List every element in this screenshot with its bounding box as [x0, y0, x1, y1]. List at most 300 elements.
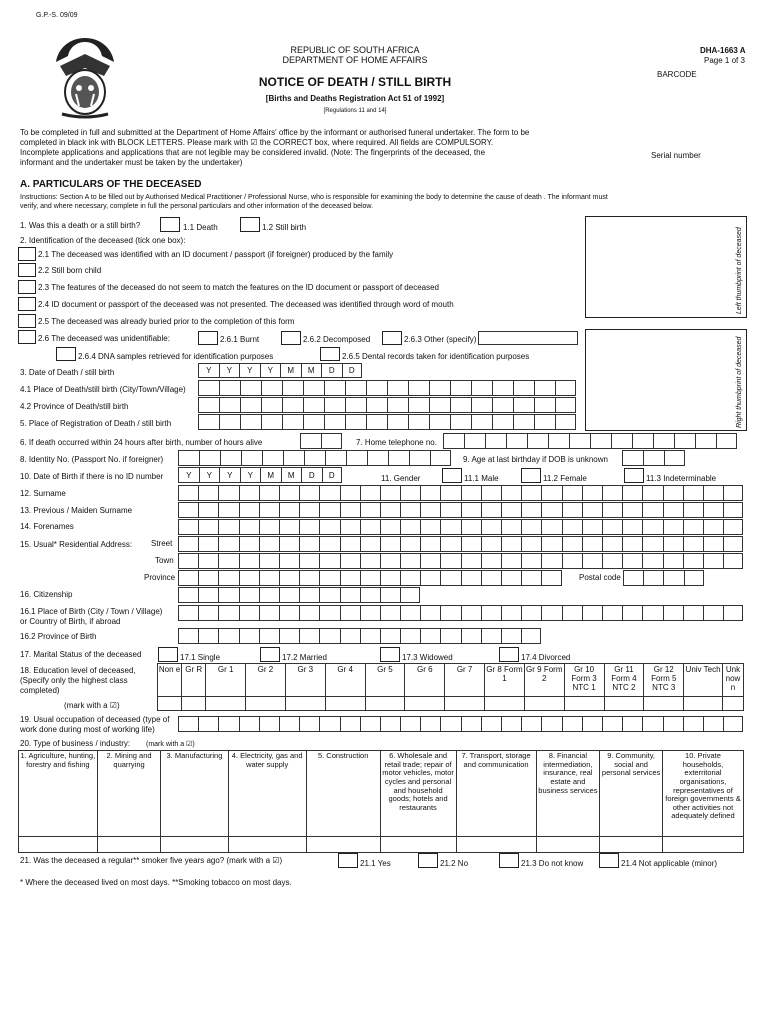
char-box[interactable] [723, 536, 743, 552]
business-type-checkbox[interactable] [662, 837, 743, 853]
char-box[interactable] [663, 553, 683, 569]
char-box[interactable] [340, 553, 360, 569]
char-box[interactable] [555, 414, 576, 430]
char-box[interactable] [622, 502, 642, 518]
char-box[interactable] [602, 716, 622, 732]
char-box[interactable] [299, 570, 319, 586]
education-level-checkbox[interactable] [285, 697, 325, 711]
education-level-checkbox[interactable] [445, 697, 485, 711]
char-box[interactable] [324, 397, 345, 413]
char-box[interactable] [178, 553, 198, 569]
char-box[interactable] [420, 628, 440, 644]
char-box[interactable] [345, 397, 366, 413]
place-of-registration-field[interactable] [198, 414, 576, 430]
char-box[interactable] [261, 414, 282, 430]
char-box[interactable] [481, 628, 501, 644]
business-type-checkbox[interactable] [19, 837, 98, 853]
char-box[interactable] [319, 485, 339, 501]
char-box[interactable] [259, 716, 279, 732]
char-box[interactable] [218, 502, 238, 518]
education-level-checkbox[interactable] [524, 697, 564, 711]
date-char-box[interactable]: Y [219, 467, 240, 483]
char-box[interactable] [279, 628, 299, 644]
char-box[interactable] [299, 605, 319, 621]
char-box[interactable] [299, 485, 319, 501]
char-box[interactable] [218, 587, 238, 603]
char-box[interactable] [683, 502, 703, 518]
char-box[interactable] [282, 397, 303, 413]
char-box[interactable] [602, 536, 622, 552]
char-box[interactable] [279, 485, 299, 501]
smoker-unknown-checkbox[interactable] [499, 853, 519, 868]
char-box[interactable] [325, 450, 346, 466]
char-box[interactable] [239, 519, 259, 535]
char-box[interactable] [492, 397, 513, 413]
char-box[interactable] [521, 502, 541, 518]
char-box[interactable] [642, 485, 662, 501]
char-box[interactable] [198, 380, 219, 396]
char-box[interactable] [408, 414, 429, 430]
male-checkbox[interactable] [442, 468, 462, 483]
char-box[interactable] [299, 587, 319, 603]
char-box[interactable] [218, 553, 238, 569]
char-box[interactable] [388, 450, 409, 466]
char-box[interactable] [178, 628, 198, 644]
char-box[interactable] [259, 587, 279, 603]
char-box[interactable] [218, 628, 238, 644]
char-box[interactable] [259, 485, 279, 501]
char-box[interactable] [360, 587, 380, 603]
char-box[interactable] [703, 485, 723, 501]
date-char-box[interactable]: M [260, 467, 281, 483]
char-box[interactable] [485, 433, 506, 449]
char-box[interactable] [695, 433, 716, 449]
char-box[interactable] [562, 485, 582, 501]
citizenship-field[interactable] [178, 587, 420, 603]
char-box[interactable] [319, 716, 339, 732]
char-box[interactable] [527, 433, 548, 449]
char-box[interactable] [178, 536, 198, 552]
char-box[interactable] [663, 605, 683, 621]
char-box[interactable] [198, 605, 218, 621]
char-box[interactable] [380, 502, 400, 518]
char-box[interactable] [420, 553, 440, 569]
char-box[interactable] [218, 716, 238, 732]
char-box[interactable] [400, 536, 420, 552]
char-box[interactable] [429, 397, 450, 413]
char-box[interactable] [400, 519, 420, 535]
char-box[interactable] [663, 716, 683, 732]
char-box[interactable] [716, 433, 737, 449]
char-box[interactable] [380, 519, 400, 535]
char-box[interactable] [461, 519, 481, 535]
char-box[interactable] [471, 397, 492, 413]
char-box[interactable] [360, 628, 380, 644]
char-box[interactable] [481, 536, 501, 552]
char-box[interactable] [279, 570, 299, 586]
char-box[interactable] [218, 570, 238, 586]
char-box[interactable] [513, 397, 534, 413]
char-box[interactable] [541, 553, 561, 569]
single-checkbox[interactable] [158, 647, 178, 662]
education-level-checkbox[interactable] [206, 697, 246, 711]
char-box[interactable] [569, 433, 590, 449]
education-level-checkbox[interactable] [604, 697, 644, 711]
char-box[interactable] [440, 605, 460, 621]
char-box[interactable] [521, 716, 541, 732]
char-box[interactable] [346, 450, 367, 466]
char-box[interactable] [602, 605, 622, 621]
business-type-checkbox[interactable] [380, 837, 456, 853]
char-box[interactable] [590, 433, 611, 449]
smoker-yes-checkbox[interactable] [338, 853, 358, 868]
char-box[interactable] [380, 553, 400, 569]
char-box[interactable] [178, 605, 198, 621]
surname-field[interactable] [178, 485, 743, 501]
char-box[interactable] [420, 605, 440, 621]
char-box[interactable] [360, 570, 380, 586]
char-box[interactable] [582, 716, 602, 732]
char-box[interactable] [340, 605, 360, 621]
char-box[interactable] [198, 485, 218, 501]
q2-6-2-checkbox[interactable] [281, 331, 301, 345]
char-box[interactable] [219, 414, 240, 430]
married-checkbox[interactable] [260, 647, 280, 662]
char-box[interactable] [562, 716, 582, 732]
q2-6-4-checkbox[interactable] [56, 347, 76, 361]
char-box[interactable] [299, 502, 319, 518]
char-box[interactable] [611, 433, 632, 449]
char-box[interactable] [464, 433, 485, 449]
char-box[interactable] [501, 502, 521, 518]
char-box[interactable] [440, 536, 460, 552]
char-box[interactable] [400, 570, 420, 586]
occupation-field[interactable] [178, 716, 743, 732]
char-box[interactable] [703, 502, 723, 518]
char-box[interactable] [360, 553, 380, 569]
char-box[interactable] [723, 716, 743, 732]
char-box[interactable] [218, 519, 238, 535]
char-box[interactable] [261, 397, 282, 413]
char-box[interactable] [622, 536, 642, 552]
char-box[interactable] [319, 628, 339, 644]
education-level-checkbox[interactable] [644, 697, 684, 711]
char-box[interactable] [723, 485, 743, 501]
smoker-no-checkbox[interactable] [418, 853, 438, 868]
char-box[interactable] [400, 716, 420, 732]
char-box[interactable] [723, 519, 743, 535]
char-box[interactable] [501, 485, 521, 501]
char-box[interactable] [380, 605, 400, 621]
char-box[interactable] [642, 536, 662, 552]
char-box[interactable] [367, 450, 388, 466]
char-box[interactable] [703, 536, 723, 552]
still-birth-checkbox[interactable] [240, 217, 260, 232]
date-char-box[interactable]: Y [178, 467, 199, 483]
char-box[interactable] [319, 587, 339, 603]
char-box[interactable] [366, 397, 387, 413]
char-box[interactable] [178, 502, 198, 518]
char-box[interactable] [340, 485, 360, 501]
char-box[interactable] [501, 605, 521, 621]
char-box[interactable] [259, 628, 279, 644]
char-box[interactable] [602, 502, 622, 518]
char-box[interactable] [541, 536, 561, 552]
char-box[interactable] [340, 502, 360, 518]
q2-6-3-checkbox[interactable] [382, 331, 402, 345]
char-box[interactable] [400, 628, 420, 644]
char-box[interactable] [555, 380, 576, 396]
business-type-checkbox[interactable] [161, 837, 228, 853]
char-box[interactable] [541, 502, 561, 518]
char-box[interactable] [481, 570, 501, 586]
char-box[interactable] [521, 485, 541, 501]
char-box[interactable] [279, 553, 299, 569]
char-box[interactable] [345, 414, 366, 430]
char-box[interactable] [408, 380, 429, 396]
char-box[interactable] [198, 628, 218, 644]
char-box[interactable] [387, 414, 408, 430]
char-box[interactable] [198, 716, 218, 732]
char-box[interactable] [299, 716, 319, 732]
char-box[interactable] [663, 536, 683, 552]
char-box[interactable] [534, 380, 555, 396]
char-box[interactable] [481, 485, 501, 501]
char-box[interactable] [360, 605, 380, 621]
char-box[interactable] [319, 519, 339, 535]
char-box[interactable] [548, 433, 569, 449]
char-box[interactable] [239, 553, 259, 569]
q2-3-checkbox[interactable] [18, 280, 36, 294]
widowed-checkbox[interactable] [380, 647, 400, 662]
char-box[interactable] [241, 450, 262, 466]
char-box[interactable] [481, 605, 501, 621]
char-box[interactable] [622, 519, 642, 535]
char-box[interactable] [501, 716, 521, 732]
char-box[interactable] [178, 519, 198, 535]
char-box[interactable] [521, 605, 541, 621]
char-box[interactable] [653, 433, 674, 449]
char-box[interactable] [450, 414, 471, 430]
char-box[interactable] [360, 502, 380, 518]
char-box[interactable] [279, 605, 299, 621]
char-box[interactable] [239, 605, 259, 621]
date-char-box[interactable]: D [321, 363, 342, 378]
char-box[interactable] [198, 397, 219, 413]
char-box[interactable] [555, 397, 576, 413]
char-box[interactable] [360, 716, 380, 732]
age-field[interactable] [622, 450, 685, 466]
date-char-box[interactable]: Y [198, 363, 219, 378]
char-box[interactable] [582, 519, 602, 535]
char-box[interactable] [219, 397, 240, 413]
char-box[interactable] [506, 433, 527, 449]
char-box[interactable] [380, 587, 400, 603]
char-box[interactable] [259, 519, 279, 535]
date-char-box[interactable]: M [280, 363, 301, 378]
char-box[interactable] [501, 553, 521, 569]
char-box[interactable] [408, 397, 429, 413]
education-level-checkbox[interactable] [684, 697, 723, 711]
char-box[interactable] [380, 716, 400, 732]
char-box[interactable] [602, 553, 622, 569]
education-level-checkbox[interactable] [485, 697, 525, 711]
left-thumbprint-box[interactable] [585, 216, 747, 318]
char-box[interactable] [178, 485, 198, 501]
char-box[interactable] [562, 502, 582, 518]
right-thumbprint-box[interactable] [585, 329, 747, 431]
char-box[interactable] [622, 450, 643, 466]
char-box[interactable] [683, 553, 703, 569]
business-type-checkbox[interactable] [600, 837, 663, 853]
char-box[interactable] [440, 628, 460, 644]
char-box[interactable] [683, 485, 703, 501]
char-box[interactable] [360, 536, 380, 552]
char-box[interactable] [663, 570, 683, 586]
char-box[interactable] [380, 628, 400, 644]
char-box[interactable] [198, 570, 218, 586]
char-box[interactable] [239, 628, 259, 644]
char-box[interactable] [582, 553, 602, 569]
char-box[interactable] [534, 397, 555, 413]
date-char-box[interactable]: M [281, 467, 302, 483]
char-box[interactable] [492, 380, 513, 396]
char-box[interactable] [240, 414, 261, 430]
char-box[interactable] [429, 414, 450, 430]
char-box[interactable] [622, 716, 642, 732]
street-field[interactable] [178, 536, 743, 552]
education-level-checkbox[interactable] [722, 697, 743, 711]
char-box[interactable] [319, 553, 339, 569]
char-box[interactable] [622, 605, 642, 621]
char-box[interactable] [562, 519, 582, 535]
education-level-checkbox[interactable] [365, 697, 405, 711]
char-box[interactable] [420, 519, 440, 535]
char-box[interactable] [440, 502, 460, 518]
char-box[interactable] [440, 485, 460, 501]
business-type-checkbox[interactable] [97, 837, 161, 853]
char-box[interactable] [219, 380, 240, 396]
char-box[interactable] [259, 570, 279, 586]
char-box[interactable] [420, 570, 440, 586]
char-box[interactable] [366, 414, 387, 430]
char-box[interactable] [420, 536, 440, 552]
char-box[interactable] [198, 502, 218, 518]
date-char-box[interactable]: D [342, 363, 363, 378]
char-box[interactable] [198, 553, 218, 569]
char-box[interactable] [683, 605, 703, 621]
education-level-checkbox[interactable] [405, 697, 445, 711]
date-char-box[interactable]: Y [199, 467, 220, 483]
char-box[interactable] [501, 570, 521, 586]
char-box[interactable] [429, 380, 450, 396]
char-box[interactable] [319, 605, 339, 621]
char-box[interactable] [461, 502, 481, 518]
char-box[interactable] [541, 485, 561, 501]
char-box[interactable] [481, 553, 501, 569]
char-box[interactable] [521, 519, 541, 535]
char-box[interactable] [282, 414, 303, 430]
char-box[interactable] [440, 553, 460, 569]
identity-number-field[interactable] [178, 450, 451, 466]
q2-1-checkbox[interactable] [18, 247, 36, 261]
female-checkbox[interactable] [521, 468, 541, 483]
char-box[interactable] [259, 553, 279, 569]
char-box[interactable] [674, 433, 695, 449]
char-box[interactable] [400, 605, 420, 621]
char-box[interactable] [279, 716, 299, 732]
char-box[interactable] [461, 553, 481, 569]
char-box[interactable] [380, 536, 400, 552]
char-box[interactable] [521, 536, 541, 552]
char-box[interactable] [240, 380, 261, 396]
char-box[interactable] [663, 502, 683, 518]
char-box[interactable] [240, 397, 261, 413]
char-box[interactable] [541, 716, 561, 732]
char-box[interactable] [178, 450, 199, 466]
char-box[interactable] [261, 380, 282, 396]
char-box[interactable] [178, 587, 198, 603]
char-box[interactable] [279, 587, 299, 603]
char-box[interactable] [220, 450, 241, 466]
forenames-field[interactable] [178, 519, 743, 535]
business-type-checkbox[interactable] [456, 837, 536, 853]
char-box[interactable] [321, 433, 342, 449]
char-box[interactable] [541, 605, 561, 621]
char-box[interactable] [340, 716, 360, 732]
char-box[interactable] [562, 536, 582, 552]
char-box[interactable] [259, 502, 279, 518]
char-box[interactable] [340, 570, 360, 586]
char-box[interactable] [703, 519, 723, 535]
char-box[interactable] [521, 553, 541, 569]
place-of-birth-field[interactable] [178, 605, 743, 621]
char-box[interactable] [340, 587, 360, 603]
date-char-box[interactable]: Y [219, 363, 240, 378]
char-box[interactable] [521, 570, 541, 586]
char-box[interactable] [461, 716, 481, 732]
char-box[interactable] [366, 380, 387, 396]
char-box[interactable] [299, 628, 319, 644]
char-box[interactable] [663, 519, 683, 535]
char-box[interactable] [481, 519, 501, 535]
char-box[interactable] [300, 433, 321, 449]
char-box[interactable] [622, 485, 642, 501]
char-box[interactable] [562, 553, 582, 569]
char-box[interactable] [380, 485, 400, 501]
char-box[interactable] [299, 536, 319, 552]
char-box[interactable] [461, 570, 481, 586]
char-box[interactable] [319, 570, 339, 586]
char-box[interactable] [632, 433, 653, 449]
q2-4-checkbox[interactable] [18, 297, 36, 311]
char-box[interactable] [259, 605, 279, 621]
char-box[interactable] [461, 605, 481, 621]
char-box[interactable] [239, 587, 259, 603]
char-box[interactable] [420, 716, 440, 732]
char-box[interactable] [218, 605, 238, 621]
char-box[interactable] [723, 502, 743, 518]
char-box[interactable] [443, 433, 464, 449]
q2-6-3-specify-field[interactable] [478, 331, 578, 345]
char-box[interactable] [319, 502, 339, 518]
char-box[interactable] [513, 380, 534, 396]
char-box[interactable] [299, 519, 319, 535]
char-box[interactable] [501, 536, 521, 552]
char-box[interactable] [541, 570, 561, 586]
char-box[interactable] [304, 450, 325, 466]
char-box[interactable] [319, 536, 339, 552]
